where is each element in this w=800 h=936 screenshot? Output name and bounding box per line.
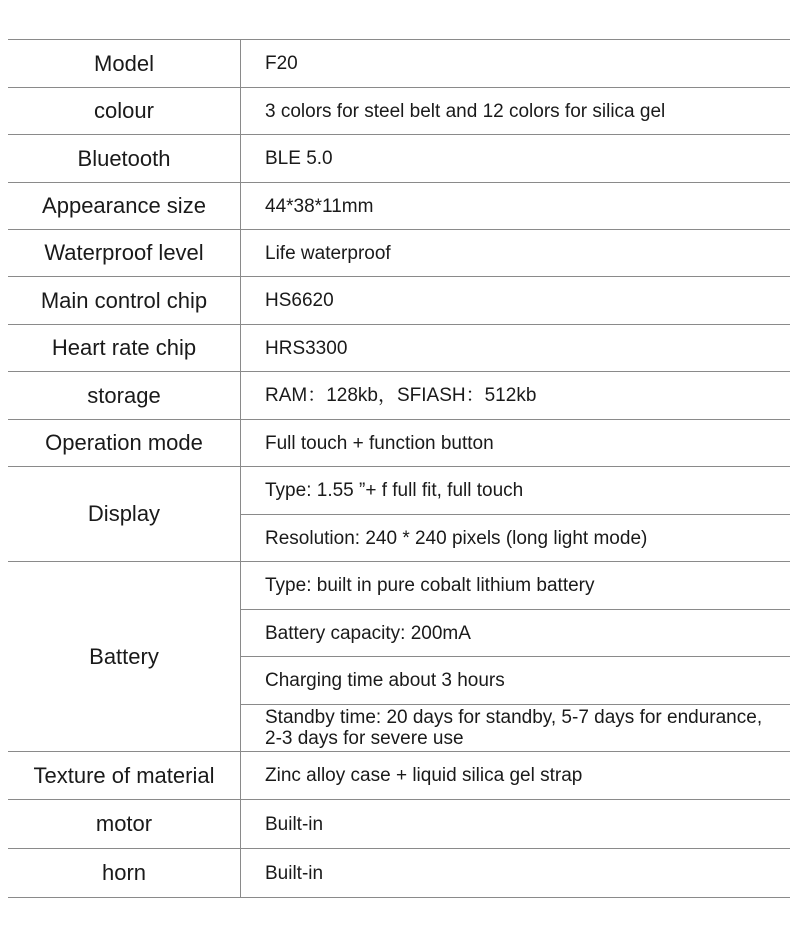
row-label: Main control chip [8,277,241,325]
table-row [8,135,790,183]
row-label: colour [8,88,241,135]
row-value: Built-in [241,800,791,849]
row-label: Waterproof level [8,230,241,277]
row-value: 3 colors for steel belt and 12 colors for silica gel [241,88,791,135]
row-label: horn [8,849,241,898]
table-row [8,230,790,277]
table-row [8,849,790,898]
row-label: Texture of material [8,752,241,800]
table-row [8,752,790,800]
row-value: Resolution: 240 * 240 pixels (long light mode) [241,515,791,562]
table-row [8,467,790,515]
row-label: Operation mode [8,420,241,467]
row-value: BLE 5.0 [241,135,791,183]
row-value: 44*38*11mm [241,183,791,230]
table-row [8,800,790,849]
row-label: Battery [8,562,241,752]
table-row [8,183,790,230]
spec-table-body [8,40,790,898]
table-row [8,40,790,88]
table-row [8,325,790,372]
row-value: HS6620 [241,277,791,325]
row-value: Type: 1.55 ”+ f full fit, full touch [241,467,791,515]
table-row [8,420,790,467]
row-value: Standby time: 20 days for standby, 5-7 days for endurance, 2-3 days for severe use [241,705,791,752]
row-value: Built-in [241,849,791,898]
row-value: Type: built in pure cobalt lithium battery [241,562,791,610]
row-value: Charging time about 3 hours [241,657,791,705]
row-value: Life waterproof [241,230,791,277]
row-label: motor [8,800,241,849]
table-row [8,88,790,135]
table-row [8,562,790,610]
row-value: Full touch + function button [241,420,791,467]
row-label: Model [8,40,241,88]
row-label: Bluetooth [8,135,241,183]
row-value: Zinc alloy case + liquid silica gel strap [241,752,791,800]
row-label: Display [8,467,241,562]
row-value: F20 [241,40,791,88]
row-label: Heart rate chip [8,325,241,372]
row-value: RAM：128kb，SFIASH：512kb [241,372,791,420]
row-label: storage [8,372,241,420]
table-row [8,277,790,325]
table-row [8,372,790,420]
spec-table [8,39,790,898]
row-value: Battery capacity: 200mA [241,610,791,657]
row-label: Appearance size [8,183,241,230]
row-value: HRS3300 [241,325,791,372]
